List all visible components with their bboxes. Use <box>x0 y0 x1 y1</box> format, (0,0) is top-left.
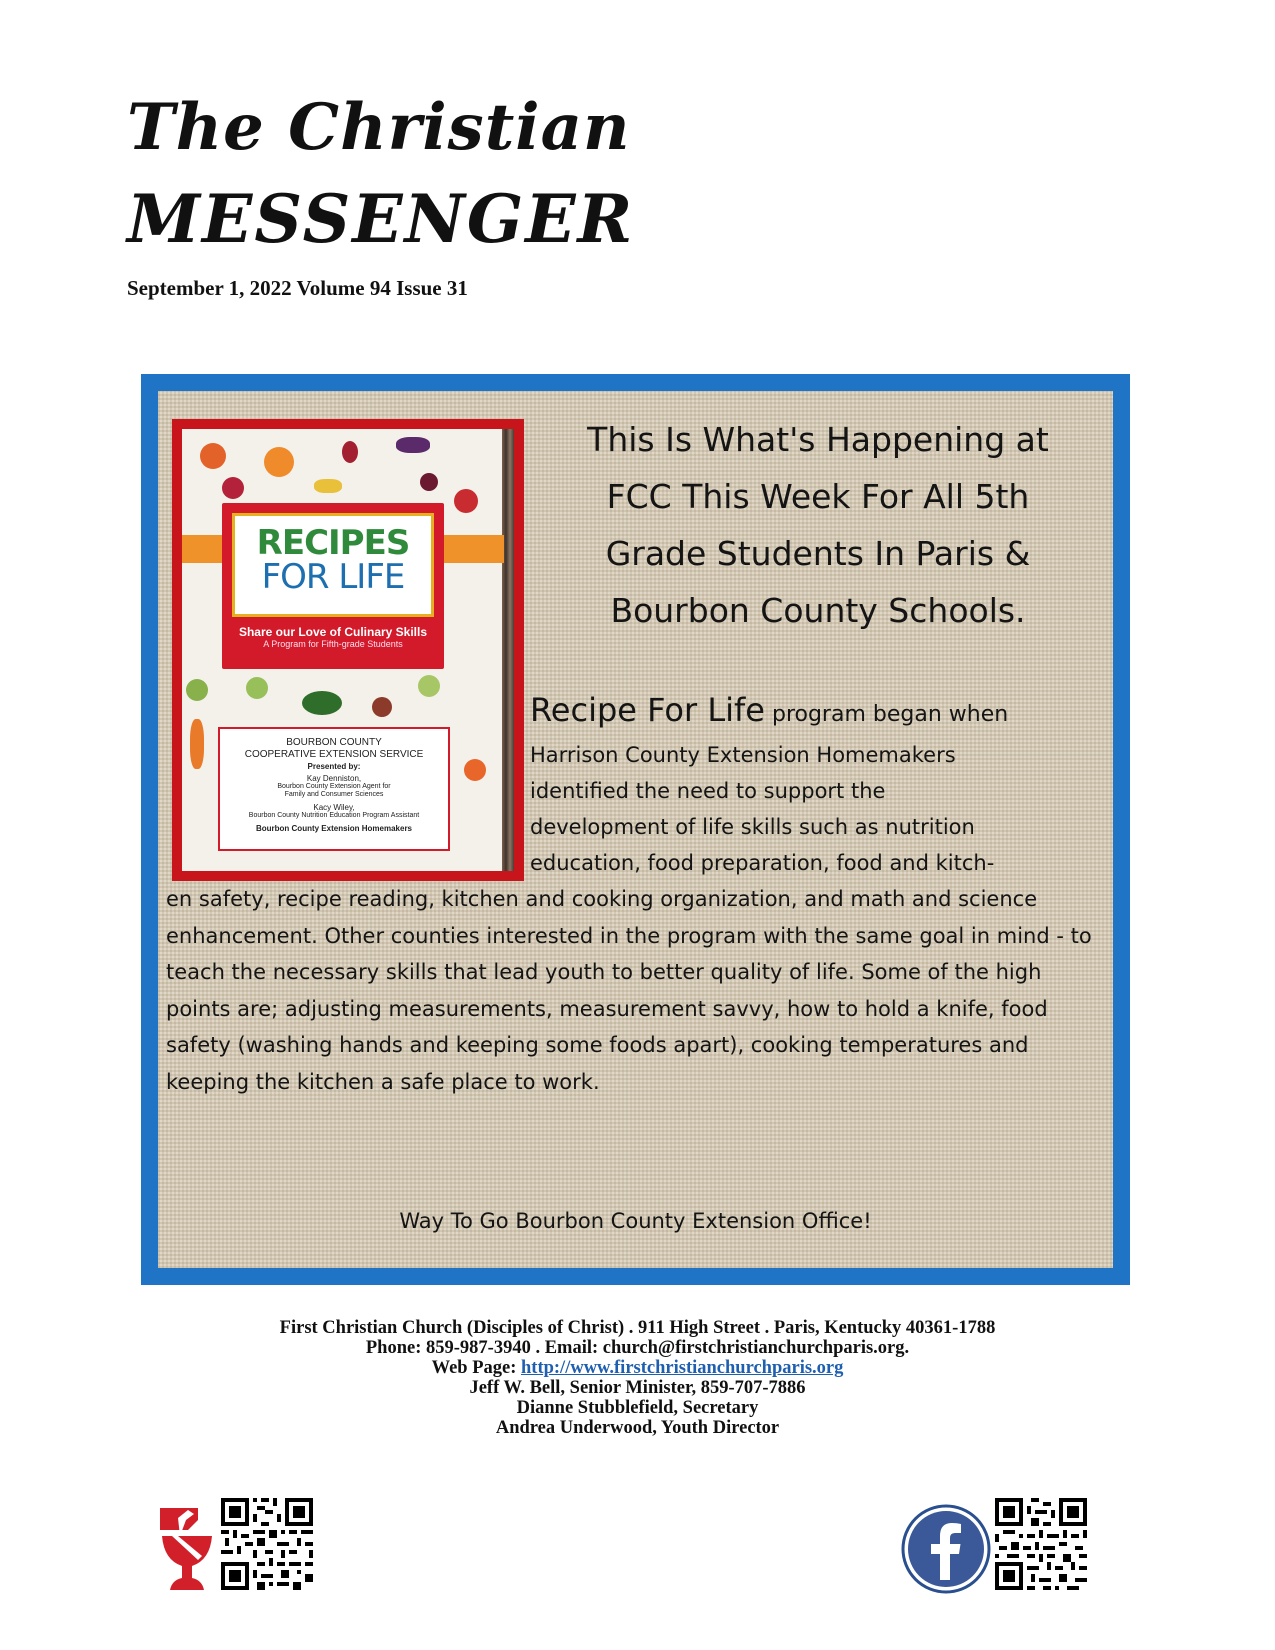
feature-panel <box>158 391 1113 1268</box>
footer-minister: Jeff W. Bell, Senior Minister, 859-707-7886 <box>469 1378 806 1398</box>
card-presenter2-name: Kacy Wiley, <box>313 802 355 812</box>
cover-title-recipes: RECIPES <box>256 523 410 563</box>
article-lead <box>530 691 1090 729</box>
feature-frame <box>141 374 1130 1285</box>
card-line1: BOURBON COUNTY <box>286 737 382 748</box>
article-body: en safety, recipe reading, kitchen and cooking organization, and math and science enhancement. Other counties interested in the program with the same goal in mind - to teach the necessary skills that lead youth to better quality of life. Some of the high points are; adjusting measurements, measurement savvy, how to hold a knife, food safety (washing hands and keeping some foods apart), cooking temperatures and keeping the kitchen a safe place to work. <box>166 887 1092 1094</box>
article-line: education, food preparation, food and kitch- <box>530 851 995 875</box>
program-booklet-photo <box>172 419 524 881</box>
cover-subtitle: Share our Love of Culinary Skills <box>238 625 428 639</box>
facebook-icon[interactable] <box>901 1504 991 1594</box>
closing-line: Way To Go Bourbon County Extension Office! <box>399 1209 872 1233</box>
footer-web <box>0 1358 1275 1378</box>
headline-line: FCC This Week For All 5th <box>606 477 1030 516</box>
masthead-title-line1: The Christian <box>127 90 631 165</box>
footer-secretary: Dianne Stubblefield, Secretary <box>516 1398 759 1418</box>
website-link[interactable]: http://www.firstchristianchurchparis.org <box>521 1358 844 1378</box>
article-line: development of life skills such as nutrition <box>530 815 975 839</box>
program-name: Recipe For Life <box>530 691 765 729</box>
lead-rest: program began when <box>764 702 1009 727</box>
card-presenter1-name: Kay Denniston, <box>306 774 362 783</box>
headline-line: Bourbon County Schools. <box>610 591 1026 630</box>
qr-code-icon[interactable] <box>221 1498 313 1590</box>
church-contact-footer <box>0 1318 1275 1438</box>
card-line2: COOPERATIVE EXTENSION SERVICE <box>244 748 424 760</box>
footer-phone-email: Phone: 859-987-3940 . Email: church@firstchristianchurchparis.org. <box>365 1338 910 1358</box>
footer-address: First Christian Church (Disciples of Christ) . 911 High Street . Paris, Kentucky 40361-1788 <box>279 1318 996 1338</box>
cover-title-for-life: FOR LIFE <box>261 557 405 597</box>
article-line: Harrison County Extension Homemakers <box>530 743 956 767</box>
card-presenter2-role: Bourbon County Nutrition Education Program Assistant <box>248 811 420 819</box>
qr-code-icon[interactable] <box>995 1498 1087 1590</box>
feature-headline <box>538 411 1098 639</box>
disciples-chalice-icon <box>158 1506 216 1598</box>
card-footer: Bourbon County Extension Homemakers <box>255 824 413 834</box>
issue-info: September 1, 2022 Volume 94 Issue 31 <box>127 276 468 300</box>
cover-tagline: A Program for Fifth-grade Students <box>263 639 403 650</box>
footer-youth-director: Andrea Underwood, Youth Director <box>495 1418 780 1438</box>
card-presented-by: Presented by: <box>307 762 361 771</box>
presenter-card <box>218 727 450 851</box>
card-presenter1-role-a: Bourbon County Extension Agent for <box>277 783 391 790</box>
article-wrapped-lines <box>530 737 1100 881</box>
article-line: identified the need to support the <box>530 779 886 803</box>
card-presenter1-role-b: Family and Consumer Sciences <box>284 791 384 799</box>
headline-line: Grade Students In Paris & <box>605 534 1031 573</box>
masthead-title-line2: MESSENGER <box>127 180 635 258</box>
web-label: Web Page: <box>431 1358 521 1378</box>
booklet-cover <box>222 503 444 669</box>
masthead <box>127 90 635 258</box>
headline-line: This Is What's Happening at <box>587 420 1049 459</box>
